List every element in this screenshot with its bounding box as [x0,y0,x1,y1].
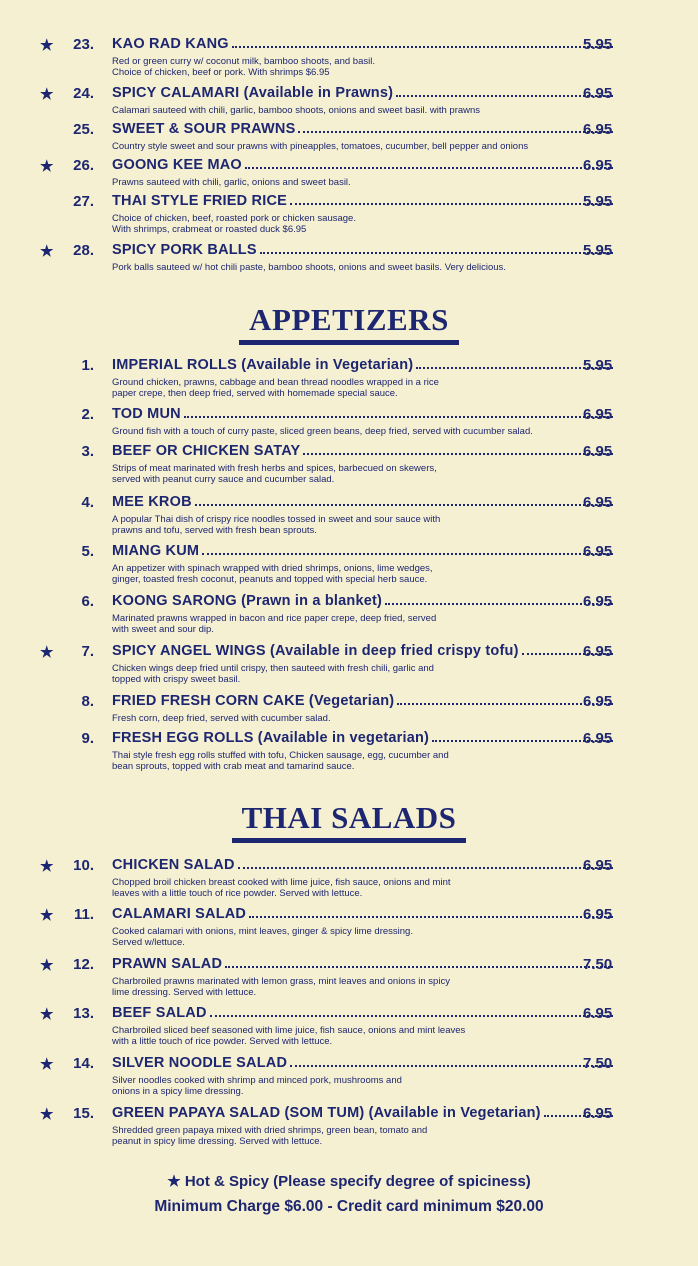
item-price: 6.95 [583,157,613,174]
dot-leader [396,95,613,97]
item-price: 6.95 [583,1105,613,1122]
item-name: GREEN PAPAYA SALAD (SOM TUM) (Available in Vegetarian) [112,1105,541,1121]
dot-leader [245,167,613,169]
item-price: 6.95 [583,494,613,511]
item-number: 12. [73,956,94,973]
menu-item [0,643,698,685]
item-name: THAI STYLE FRIED RICE [112,193,287,209]
item-name: FRESH EGG ROLLS (Available in vegetarian) [112,730,430,746]
item-description: Silver noodles cooked with shrimp and minced pork, mushrooms and onions in a spicy lime dressing. [112,1075,402,1097]
item-number: 26. [73,157,94,174]
dot-leader [385,603,613,605]
dot-leader [249,916,613,918]
item-description: Charbroiled sliced beef seasoned with lime juice, fish sauce, onions and mint leaves with a little touch of rice powder. Served with lettuce. [112,1025,466,1047]
item-description: Fresh corn, deep fried, served with cucumber salad. [112,713,331,724]
dot-leader [202,553,613,555]
item-price: 5.95 [583,357,613,374]
item-number: 11. [73,906,94,923]
item-number: 27. [73,193,94,210]
dot-leader [210,1015,613,1017]
hot-spicy-star-icon: ★ [40,1106,54,1123]
menu-item [0,693,698,724]
hot-spicy-star-icon: ★ [40,86,54,103]
menu-item [0,121,698,152]
item-price: 6.95 [583,643,613,660]
item-description: Charbroiled prawns marinated with lemon grass, mint leaves and onions in spicy lime dressing. Served with lettuce. [112,976,450,998]
item-price: 6.95 [583,693,613,710]
item-price: 6.95 [583,730,613,747]
menu-item [0,593,698,635]
dot-leader [397,703,613,705]
item-description: Ground fish with a touch of curry paste, sliced green beans, deep fried, served with cucumber salad. [112,426,533,437]
item-description: Country style sweet and sour prawns with pineapples, tomatoes, cucumber, bell pepper and onions [112,141,529,152]
item-number: 23. [73,36,94,53]
menu-item [0,242,698,273]
item-price: 6.95 [583,406,613,423]
menu-item [0,956,698,998]
item-price: 5.95 [583,36,613,53]
dot-leader [290,1065,613,1067]
item-name: MIANG KUM [112,543,200,559]
item-description: Ground chicken, prawns, cabbage and bean thread noodles wrapped in a rice paper crepe, then deep fried, served with homemade special sauce. [112,377,439,399]
menu-item [0,730,698,772]
item-number: 3. [81,443,94,460]
menu-item [0,857,698,899]
item-number: 4. [81,494,94,511]
item-name: KAO RAD KANG [112,36,229,52]
item-number: 2. [81,406,94,423]
item-name: MEE KROB [112,494,192,510]
item-price: 6.95 [583,85,613,102]
item-name: CALAMARI SALAD [112,906,247,922]
item-description: An appetizer with spinach wrapped with dried shrimps, onions, lime wedges, ginger, toasted fresh coconut, peanuts and topped with special herb sauce. [112,563,433,585]
menu-item [0,85,698,116]
menu-item [0,1105,698,1147]
item-description: Shredded green papaya mixed with dried shrimps, green bean, tomato and peanut in spicy lime dressing. Served with lettuce. [112,1125,428,1147]
menu-footer [0,1172,698,1216]
item-price: 6.95 [583,443,613,460]
item-price: 6.95 [583,857,613,874]
item-number: 8. [81,693,94,710]
item-name: SILVER NOODLE SALAD [112,1055,288,1071]
item-name: IMPERIAL ROLLS (Available in Vegetarian) [112,357,414,373]
item-description: Cooked calamari with onions, mint leaves, ginger & spicy lime dressing. Served w/lettuce. [112,926,413,948]
menu-item [0,906,698,948]
menu-item [0,36,698,78]
item-number: 7. [81,643,94,660]
hot-spicy-star-icon: ★ [40,858,54,875]
item-name: SPICY ANGEL WINGS (Available in deep fried crispy tofu) [112,643,519,659]
item-price: 7.50 [583,956,613,973]
item-name: CHICKEN SALAD [112,857,235,873]
item-price: 6.95 [583,121,613,138]
item-price: 6.95 [583,543,613,560]
item-price: 5.95 [583,193,613,210]
item-number: 14. [73,1055,94,1072]
menu-item [0,443,698,485]
item-number: 24. [73,85,94,102]
item-description: Strips of meat marinated with fresh herbs and spices, barbecued on skewers, served with peanut curry sauce and cucumber salad. [112,463,437,485]
item-description: Pork balls sauteed w/ hot chili paste, bamboo shoots, onions and sweet basils. Very delicious. [112,262,506,273]
menu-item [0,1005,698,1047]
hot-spicy-star-icon: ★ [40,37,54,54]
dot-leader [303,453,613,455]
dot-leader [260,252,613,254]
hot-spicy-star-icon: ★ [40,957,54,974]
item-description: Thai style fresh egg rolls stuffed with tofu, Chicken sausage, egg, cucumber and bean sprouts, topped with crab meat and tamarind sauce. [112,750,449,772]
item-description: Chicken wings deep fried until crispy, then sauteed with fresh chili, garlic and topped with crispy sweet basil. [112,663,434,685]
item-description: Marinated prawns wrapped in bacon and rice paper crepe, deep fried, served with sweet and sour dip. [112,613,437,635]
section-heading-thai-salads [0,800,698,843]
dot-leader [225,966,613,968]
hot-spicy-star-icon: ★ [40,907,54,924]
item-number: 13. [73,1005,94,1022]
menu-item [0,406,698,437]
item-name: KOONG SARONG (Prawn in a blanket) [112,593,383,609]
hot-spicy-star-icon: ★ [40,243,54,260]
menu-item [0,157,698,188]
item-name: BEEF OR CHICKEN SATAY [112,443,301,459]
item-name: TOD MUN [112,406,181,422]
dot-leader [298,131,613,133]
item-name: FRIED FRESH CORN CAKE (Vegetarian) [112,693,395,709]
item-description: Choice of chicken, beef, roasted pork or chicken sausage. With shrimps, crabmeat or roasted duck $6.95 [112,213,356,235]
item-description: Calamari sauteed with chili, garlic, bamboo shoots, onions and sweet basil. with prawns [112,105,481,116]
item-name: SPICY PORK BALLS [112,242,257,258]
hot-spicy-star-icon: ★ [40,158,54,175]
menu-item [0,494,698,536]
item-name: GOONG KEE MAO [112,157,242,173]
item-number: 5. [81,543,94,560]
menu-item [0,1055,698,1097]
item-description: A popular Thai dish of crispy rice noodles tossed in sweet and sour sauce with prawns and tofu, served with fresh bean sprouts. [112,514,441,536]
item-name: BEEF SALAD [112,1005,207,1021]
item-price: 5.95 [583,242,613,259]
dot-leader [184,416,613,418]
minimum-charge-note: Minimum Charge $6.00 - Credit card minimum $20.00 [154,1198,544,1215]
item-number: 6. [81,593,94,610]
item-name: SWEET & SOUR PRAWNS [112,121,296,137]
item-number: 28. [73,242,94,259]
item-number: 15. [73,1105,94,1122]
item-number: 25. [73,121,94,138]
item-price: 7.50 [583,1055,613,1072]
item-description: Prawns sauteed with chili, garlic, onions and sweet basil. [112,177,351,188]
item-description: Red or green curry w/ coconut milk, bamboo shoots, and basil. Choice of chicken, beef or pork. With shrimps $6.95 [112,56,375,78]
menu-item [0,193,698,235]
dot-leader [195,504,613,506]
menu-item [0,357,698,399]
item-number: 10. [73,857,94,874]
hot-spicy-note: ★ Hot & Spicy (Please specify degree of spiciness) [167,1173,531,1190]
item-price: 6.95 [583,906,613,923]
dot-leader [238,867,613,869]
item-description: Chopped broil chicken breast cooked with lime juice, fish sauce, onions and mint leaves with a little touch of rice powder. Served with lettuce. [112,877,451,899]
menu-item [0,543,698,585]
hot-spicy-star-icon: ★ [40,1006,54,1023]
dot-leader [290,203,613,205]
hot-spicy-star-icon: ★ [40,644,54,661]
hot-spicy-star-icon: ★ [40,1056,54,1073]
item-name: PRAWN SALAD [112,956,223,972]
section-title: APPETIZERS [239,302,459,345]
item-price: 6.95 [583,1005,613,1022]
section-title: THAI SALADS [232,800,467,843]
item-number: 9. [81,730,94,747]
item-name: SPICY CALAMARI (Available in Prawns) [112,85,394,101]
dot-leader [232,46,613,48]
section-heading-appetizers [0,302,698,345]
item-number: 1. [81,357,94,374]
item-price: 6.95 [583,593,613,610]
